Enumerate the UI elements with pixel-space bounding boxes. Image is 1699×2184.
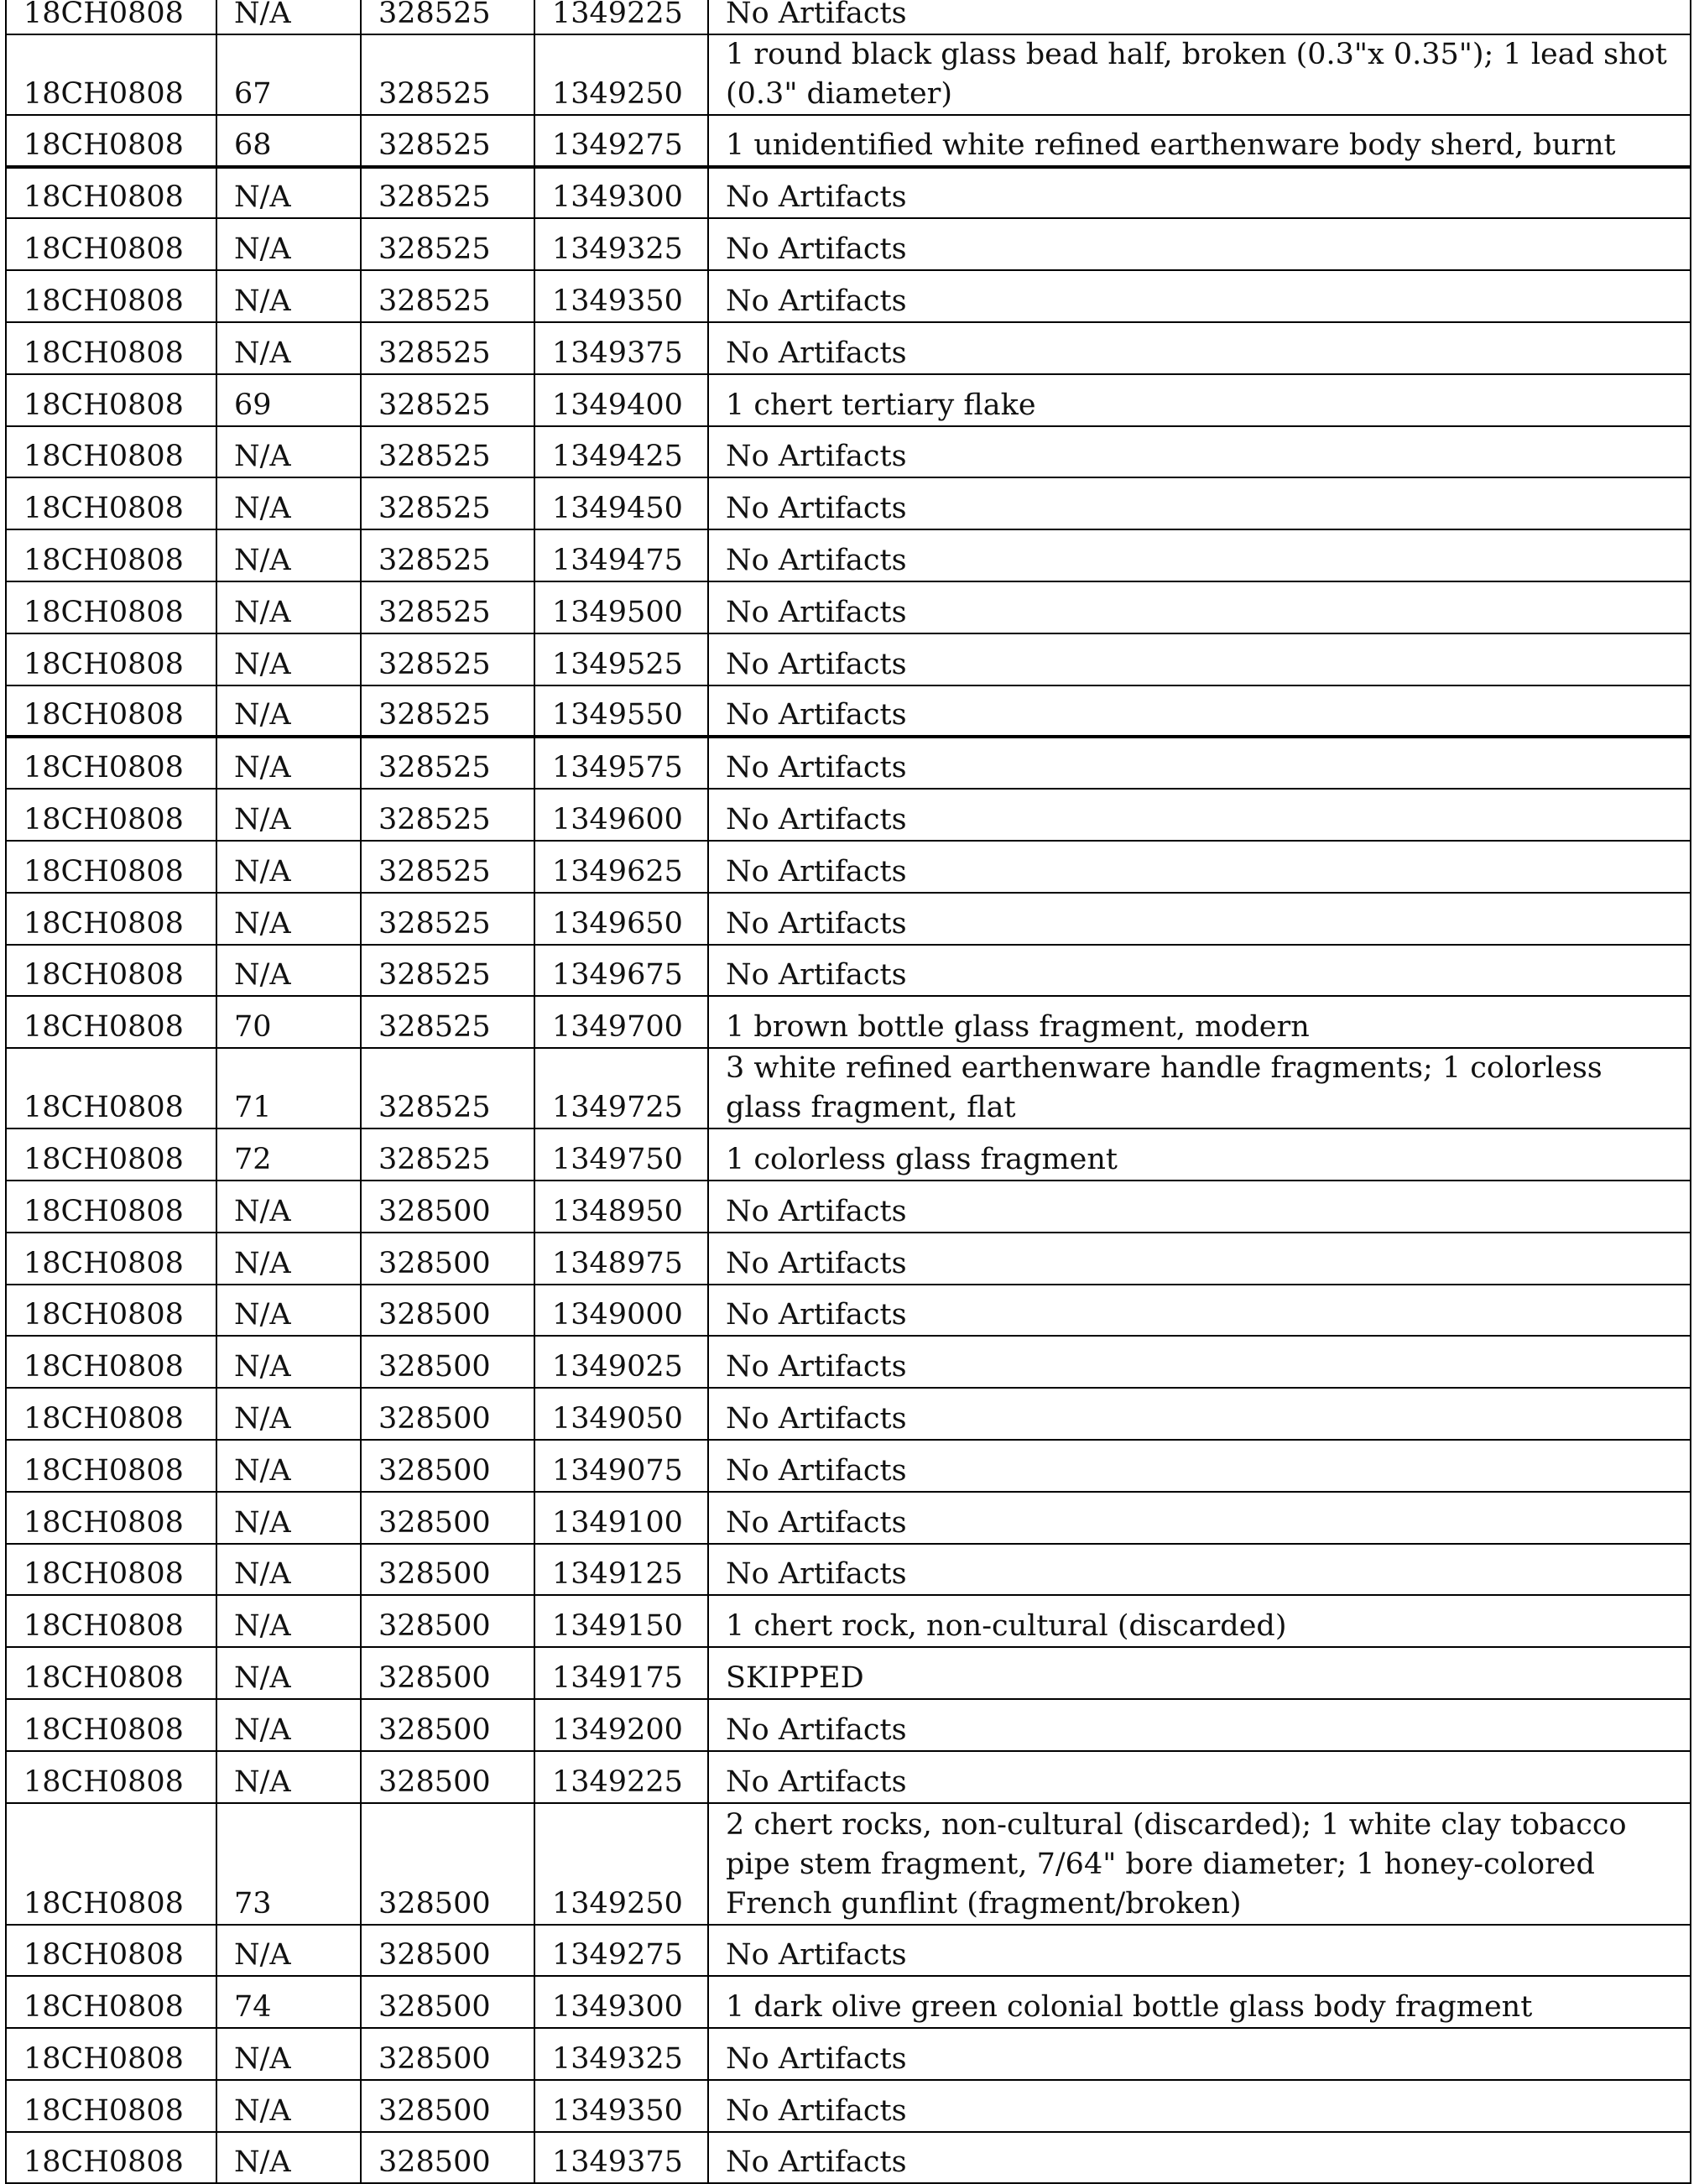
description-cell: No Artifacts (708, 477, 1691, 529)
easting-cell: 328500 (361, 1388, 534, 1440)
easting-cell: 328525 (361, 1048, 534, 1128)
table-row (6, 1388, 1691, 1440)
catalog-number-cell: 70 (216, 996, 361, 1048)
table-row (6, 218, 1691, 270)
site-number-cell: 18CH0808 (6, 1336, 216, 1388)
description-cell: No Artifacts (708, 1492, 1691, 1544)
table-row (6, 115, 1691, 167)
northing-cell: 1349500 (534, 581, 708, 633)
catalog-number-cell: N/A (216, 789, 361, 841)
northing-cell: 1349325 (534, 218, 708, 270)
site-number-cell: 18CH0808 (6, 529, 216, 581)
site-number-cell: 18CH0808 (6, 1595, 216, 1647)
northing-cell: 1349100 (534, 1492, 708, 1544)
table-row (6, 1647, 1691, 1699)
table-row (6, 1285, 1691, 1337)
easting-cell: 328525 (361, 477, 534, 529)
site-number-cell: 18CH0808 (6, 841, 216, 893)
description-cell: 1 chert rock, non-cultural (discarded) (708, 1595, 1691, 1647)
northing-cell: 1349275 (534, 1925, 708, 1977)
table-row (6, 34, 1691, 115)
description-cell: No Artifacts (708, 0, 1691, 34)
description-cell: No Artifacts (708, 633, 1691, 685)
northing-cell: 1349725 (534, 1048, 708, 1128)
site-number-cell: 18CH0808 (6, 581, 216, 633)
table-row (6, 2028, 1691, 2080)
description-cell: 1 unidentified white refined earthenware body sherd, burnt (708, 115, 1691, 167)
easting-cell: 328500 (361, 1181, 534, 1233)
catalog-number-cell: N/A (216, 1492, 361, 1544)
catalog-number-cell: N/A (216, 1544, 361, 1596)
table-row (6, 685, 1691, 738)
table-row (6, 529, 1691, 581)
site-number-cell: 18CH0808 (6, 1925, 216, 1977)
easting-cell: 328500 (361, 1803, 534, 1925)
description-cell: No Artifacts (708, 685, 1691, 738)
description-cell: No Artifacts (708, 1285, 1691, 1337)
site-number-cell: 18CH0808 (6, 1976, 216, 2028)
table-row (6, 1595, 1691, 1647)
easting-cell: 328525 (361, 1128, 534, 1181)
easting-cell: 328525 (361, 789, 534, 841)
northing-cell: 1349125 (534, 1544, 708, 1596)
northing-cell: 1349050 (534, 1388, 708, 1440)
description-cell: No Artifacts (708, 1181, 1691, 1233)
easting-cell: 328500 (361, 1925, 534, 1977)
catalog-number-cell: N/A (216, 2080, 361, 2132)
description-cell: 3 white refined earthenware handle fragments; 1 colorless glass fragment, flat (708, 1048, 1691, 1128)
catalog-number-cell: N/A (216, 477, 361, 529)
site-number-cell: 18CH0808 (6, 789, 216, 841)
description-cell: No Artifacts (708, 322, 1691, 374)
site-number-cell: 18CH0808 (6, 1751, 216, 1803)
site-number-cell: 18CH0808 (6, 2080, 216, 2132)
site-number-cell: 18CH0808 (6, 1128, 216, 1181)
northing-cell: 1349075 (534, 1440, 708, 1492)
table-row (6, 737, 1691, 789)
site-number-cell: 18CH0808 (6, 115, 216, 167)
site-number-cell: 18CH0808 (6, 1440, 216, 1492)
catalog-number-cell: N/A (216, 633, 361, 685)
description-cell: No Artifacts (708, 1233, 1691, 1285)
northing-cell: 1349225 (534, 0, 708, 34)
site-number-cell: 18CH0808 (6, 1048, 216, 1128)
catalog-number-cell: 67 (216, 34, 361, 115)
northing-cell: 1349300 (534, 167, 708, 219)
catalog-number-cell: N/A (216, 2028, 361, 2080)
description-cell: No Artifacts (708, 426, 1691, 478)
site-number-cell: 18CH0808 (6, 1492, 216, 1544)
catalog-number-cell: N/A (216, 945, 361, 997)
table-row (6, 581, 1691, 633)
site-number-cell: 18CH0808 (6, 685, 216, 738)
easting-cell: 328500 (361, 2132, 534, 2184)
site-number-cell: 18CH0808 (6, 1388, 216, 1440)
easting-cell: 328525 (361, 685, 534, 738)
catalog-number-cell: 72 (216, 1128, 361, 1181)
site-number-cell: 18CH0808 (6, 1803, 216, 1925)
site-number-cell: 18CH0808 (6, 270, 216, 322)
catalog-number-cell: N/A (216, 893, 361, 945)
easting-cell: 328525 (361, 374, 534, 426)
catalog-number-cell: N/A (216, 322, 361, 374)
site-number-cell: 18CH0808 (6, 0, 216, 34)
table-row (6, 270, 1691, 322)
easting-cell: 328525 (361, 581, 534, 633)
table-row (6, 1544, 1691, 1596)
site-number-cell: 18CH0808 (6, 1233, 216, 1285)
site-number-cell: 18CH0808 (6, 1181, 216, 1233)
northing-cell: 1349375 (534, 2132, 708, 2184)
description-cell: No Artifacts (708, 2132, 1691, 2184)
description-cell: No Artifacts (708, 218, 1691, 270)
northing-cell: 1349650 (534, 893, 708, 945)
table-row (6, 167, 1691, 219)
site-number-cell: 18CH0808 (6, 1544, 216, 1596)
table-row (6, 1048, 1691, 1128)
site-number-cell: 18CH0808 (6, 633, 216, 685)
catalog-number-cell: N/A (216, 426, 361, 478)
table-row (6, 893, 1691, 945)
site-number-cell: 18CH0808 (6, 426, 216, 478)
catalog-number-cell: N/A (216, 1699, 361, 1751)
table-row (6, 1803, 1691, 1925)
easting-cell: 328500 (361, 1492, 534, 1544)
northing-cell: 1349450 (534, 477, 708, 529)
easting-cell: 328500 (361, 1976, 534, 2028)
table-row (6, 1699, 1691, 1751)
catalog-number-cell: N/A (216, 218, 361, 270)
description-cell: 1 dark olive green colonial bottle glass body fragment (708, 1976, 1691, 2028)
table-row (6, 1440, 1691, 1492)
table-row (6, 1336, 1691, 1388)
catalog-number-cell: N/A (216, 2132, 361, 2184)
easting-cell: 328525 (361, 270, 534, 322)
northing-cell: 1349025 (534, 1336, 708, 1388)
catalog-number-cell: 74 (216, 1976, 361, 2028)
catalog-number-cell: 73 (216, 1803, 361, 1925)
table-row (6, 1181, 1691, 1233)
northing-cell: 1349625 (534, 841, 708, 893)
description-cell: No Artifacts (708, 893, 1691, 945)
northing-cell: 1349325 (534, 2028, 708, 2080)
easting-cell: 328525 (361, 218, 534, 270)
description-cell: No Artifacts (708, 167, 1691, 219)
site-number-cell: 18CH0808 (6, 218, 216, 270)
description-cell: No Artifacts (708, 2028, 1691, 2080)
site-number-cell: 18CH0808 (6, 2132, 216, 2184)
description-cell: No Artifacts (708, 270, 1691, 322)
easting-cell: 328525 (361, 322, 534, 374)
easting-cell: 328500 (361, 1544, 534, 1596)
northing-cell: 1349250 (534, 1803, 708, 1925)
easting-cell: 328500 (361, 1595, 534, 1647)
northing-cell: 1349275 (534, 115, 708, 167)
table-row (6, 996, 1691, 1048)
description-cell: No Artifacts (708, 789, 1691, 841)
description-cell: No Artifacts (708, 1925, 1691, 1977)
description-cell: No Artifacts (708, 1388, 1691, 1440)
table-row (6, 426, 1691, 478)
table-body (6, 0, 1691, 2183)
table-row (6, 1751, 1691, 1803)
catalog-number-cell: N/A (216, 1336, 361, 1388)
easting-cell: 328525 (361, 737, 534, 789)
table-row (6, 945, 1691, 997)
description-cell: No Artifacts (708, 1336, 1691, 1388)
catalog-number-cell: 68 (216, 115, 361, 167)
easting-cell: 328525 (361, 529, 534, 581)
easting-cell: 328500 (361, 1285, 534, 1337)
easting-cell: 328500 (361, 2080, 534, 2132)
easting-cell: 328525 (361, 893, 534, 945)
site-number-cell: 18CH0808 (6, 945, 216, 997)
description-cell: No Artifacts (708, 1751, 1691, 1803)
catalog-number-cell: 69 (216, 374, 361, 426)
northing-cell: 1349250 (534, 34, 708, 115)
description-cell: No Artifacts (708, 2080, 1691, 2132)
description-cell: 2 chert rocks, non-cultural (discarded); 1 white clay tobacco pipe stem fragment, 7/64" bore diameter; 1 honey-colored French gunflint (fragment/broken) (708, 1803, 1691, 1925)
northing-cell: 1348975 (534, 1233, 708, 1285)
northing-cell: 1349525 (534, 633, 708, 685)
easting-cell: 328500 (361, 1440, 534, 1492)
catalog-number-cell: N/A (216, 529, 361, 581)
table-row (6, 841, 1691, 893)
site-number-cell: 18CH0808 (6, 167, 216, 219)
catalog-number-cell: N/A (216, 0, 361, 34)
northing-cell: 1349200 (534, 1699, 708, 1751)
catalog-number-cell: N/A (216, 1925, 361, 1977)
table-row (6, 2080, 1691, 2132)
northing-cell: 1349425 (534, 426, 708, 478)
description-cell: SKIPPED (708, 1647, 1691, 1699)
table-row (6, 1925, 1691, 1977)
northing-cell: 1349375 (534, 322, 708, 374)
northing-cell: 1349600 (534, 789, 708, 841)
site-number-cell: 18CH0808 (6, 2028, 216, 2080)
catalog-number-cell: N/A (216, 270, 361, 322)
catalog-number-cell: 71 (216, 1048, 361, 1128)
table-row (6, 1492, 1691, 1544)
site-number-cell: 18CH0808 (6, 1647, 216, 1699)
easting-cell: 328525 (361, 633, 534, 685)
catalog-number-cell: N/A (216, 1388, 361, 1440)
site-number-cell: 18CH0808 (6, 1699, 216, 1751)
northing-cell: 1349000 (534, 1285, 708, 1337)
description-cell: 1 colorless glass fragment (708, 1128, 1691, 1181)
northing-cell: 1349300 (534, 1976, 708, 2028)
site-number-cell: 18CH0808 (6, 34, 216, 115)
description-cell: No Artifacts (708, 945, 1691, 997)
northing-cell: 1349350 (534, 270, 708, 322)
description-cell: No Artifacts (708, 1544, 1691, 1596)
easting-cell: 328525 (361, 996, 534, 1048)
table-row (6, 789, 1691, 841)
northing-cell: 1349225 (534, 1751, 708, 1803)
easting-cell: 328500 (361, 1647, 534, 1699)
site-number-cell: 18CH0808 (6, 996, 216, 1048)
catalog-number-cell: N/A (216, 1440, 361, 1492)
catalog-number-cell: N/A (216, 1647, 361, 1699)
catalog-number-cell: N/A (216, 1233, 361, 1285)
catalog-number-cell: N/A (216, 1751, 361, 1803)
catalog-number-cell: N/A (216, 685, 361, 738)
northing-cell: 1349350 (534, 2080, 708, 2132)
easting-cell: 328525 (361, 945, 534, 997)
site-number-cell: 18CH0808 (6, 1285, 216, 1337)
northing-cell: 1349575 (534, 737, 708, 789)
catalog-number-cell: N/A (216, 841, 361, 893)
site-number-cell: 18CH0808 (6, 374, 216, 426)
description-cell: No Artifacts (708, 841, 1691, 893)
table-row (6, 0, 1691, 34)
description-cell: 1 chert tertiary flake (708, 374, 1691, 426)
northing-cell: 1349175 (534, 1647, 708, 1699)
description-cell: No Artifacts (708, 1440, 1691, 1492)
easting-cell: 328500 (361, 2028, 534, 2080)
northing-cell: 1349750 (534, 1128, 708, 1181)
table-row (6, 2132, 1691, 2184)
easting-cell: 328525 (361, 167, 534, 219)
northing-cell: 1349400 (534, 374, 708, 426)
description-cell: 1 brown bottle glass fragment, modern (708, 996, 1691, 1048)
table-row (6, 374, 1691, 426)
easting-cell: 328525 (361, 34, 534, 115)
easting-cell: 328525 (361, 426, 534, 478)
artifact-inventory-table (5, 0, 1691, 2184)
easting-cell: 328525 (361, 0, 534, 34)
site-number-cell: 18CH0808 (6, 893, 216, 945)
catalog-number-cell: N/A (216, 167, 361, 219)
easting-cell: 328525 (361, 115, 534, 167)
table-row (6, 633, 1691, 685)
table-row (6, 1128, 1691, 1181)
description-cell: 1 round black glass bead half, broken (0.3"x 0.35"); 1 lead shot (0.3" diameter) (708, 34, 1691, 115)
easting-cell: 328525 (361, 841, 534, 893)
table-row (6, 477, 1691, 529)
northing-cell: 1349675 (534, 945, 708, 997)
easting-cell: 328500 (361, 1233, 534, 1285)
easting-cell: 328500 (361, 1699, 534, 1751)
site-number-cell: 18CH0808 (6, 737, 216, 789)
catalog-number-cell: N/A (216, 581, 361, 633)
catalog-number-cell: N/A (216, 1595, 361, 1647)
table-row (6, 1233, 1691, 1285)
northing-cell: 1349150 (534, 1595, 708, 1647)
catalog-number-cell: N/A (216, 1181, 361, 1233)
site-number-cell: 18CH0808 (6, 322, 216, 374)
northing-cell: 1349700 (534, 996, 708, 1048)
easting-cell: 328500 (361, 1336, 534, 1388)
description-cell: No Artifacts (708, 1699, 1691, 1751)
description-cell: No Artifacts (708, 529, 1691, 581)
description-cell: No Artifacts (708, 737, 1691, 789)
table-row (6, 1976, 1691, 2028)
easting-cell: 328500 (361, 1751, 534, 1803)
northing-cell: 1349475 (534, 529, 708, 581)
catalog-number-cell: N/A (216, 737, 361, 789)
northing-cell: 1348950 (534, 1181, 708, 1233)
catalog-number-cell: N/A (216, 1285, 361, 1337)
northing-cell: 1349550 (534, 685, 708, 738)
site-number-cell: 18CH0808 (6, 477, 216, 529)
description-cell: No Artifacts (708, 581, 1691, 633)
table-row (6, 322, 1691, 374)
